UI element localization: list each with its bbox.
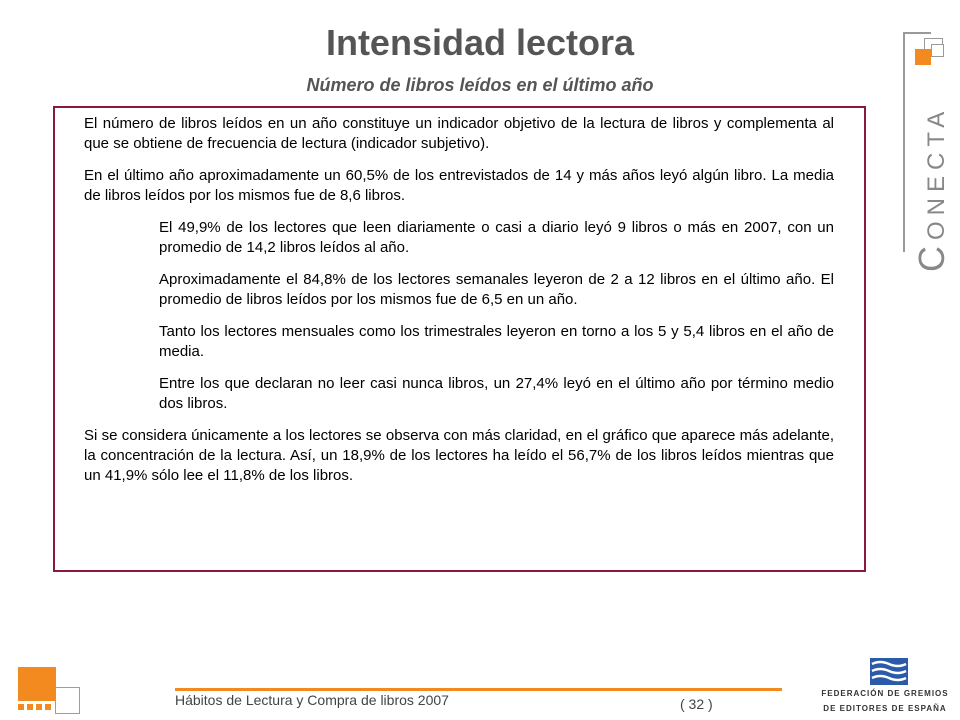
federation-emblem-icon [870, 658, 908, 685]
page-title: Intensidad lectora [325, 22, 635, 63]
paragraph-indented: Aproximadamente el 84,8% de los lectores semanales leyeron de 2 a 12 libros en el último año. El promedio de libros leídos por los mismos fue de 6,5 en un año. [159, 271, 834, 308]
paragraph-indented: Entre los que declaran no leer casi nunca libros, un 27,4% leyó en el último año por término medio dos libros. [159, 375, 834, 412]
logo-square-orange [915, 49, 931, 65]
logo-wordmark [907, 72, 951, 282]
logo-initial: C [911, 240, 952, 272]
federation-logo [815, 655, 960, 720]
footer-title: Hábitos de Lectura y Compra de libros 2007 [175, 692, 449, 708]
federation-name-line1: FEDERACIÓN DE GREMIOS [821, 689, 949, 698]
footer-rule [175, 688, 782, 691]
conecta-logo [895, 32, 957, 272]
paragraph-indented: El 49,9% de los lectores que leen diariamente o casi a diario leyó 9 libros o más en 2007, con un promedio de 14,2 libros leídos al año. [159, 219, 834, 256]
paragraph: Si se considera únicamente a los lectores se observa con más claridad, en el gráfico que aparece más adelante, la concentración de la lectura. Así, un 18,9% de los lectores ha leído el 56,7% de los libros leídos mientras que un 41,9% sólo lee el 11,8% de los libros. [84, 427, 834, 484]
page-subtitle: Número de libros leídos en el último año [306, 75, 654, 95]
content-body [84, 114, 834, 498]
logo-square-small [931, 44, 944, 57]
paragraph-indented: Tanto los lectores mensuales como los trimestrales leyeron en torno a los 5 y 5,4 libros en el año de media. [159, 323, 834, 360]
logo-line [903, 32, 931, 34]
paragraph: El número de libros leídos en un año constituye un indicador objetivo de la lectura de libros y complementa al que se obtiene de frecuencia de lectura (indicador subjetivo). [84, 115, 834, 152]
logo-rest: ONECTA [923, 105, 950, 240]
paragraph: En el último año aproximadamente un 60,5% de los entrevistados de 14 y más años leyó algún libro. La media de libros leídos por los mismos fue de 8,6 libros. [84, 167, 834, 204]
federation-name-line2: DE EDITORES DE ESPAÑA [823, 704, 947, 713]
footer-logo-icon [18, 667, 83, 720]
logo-line [903, 32, 905, 252]
page-number: ( 32 ) [680, 696, 713, 712]
